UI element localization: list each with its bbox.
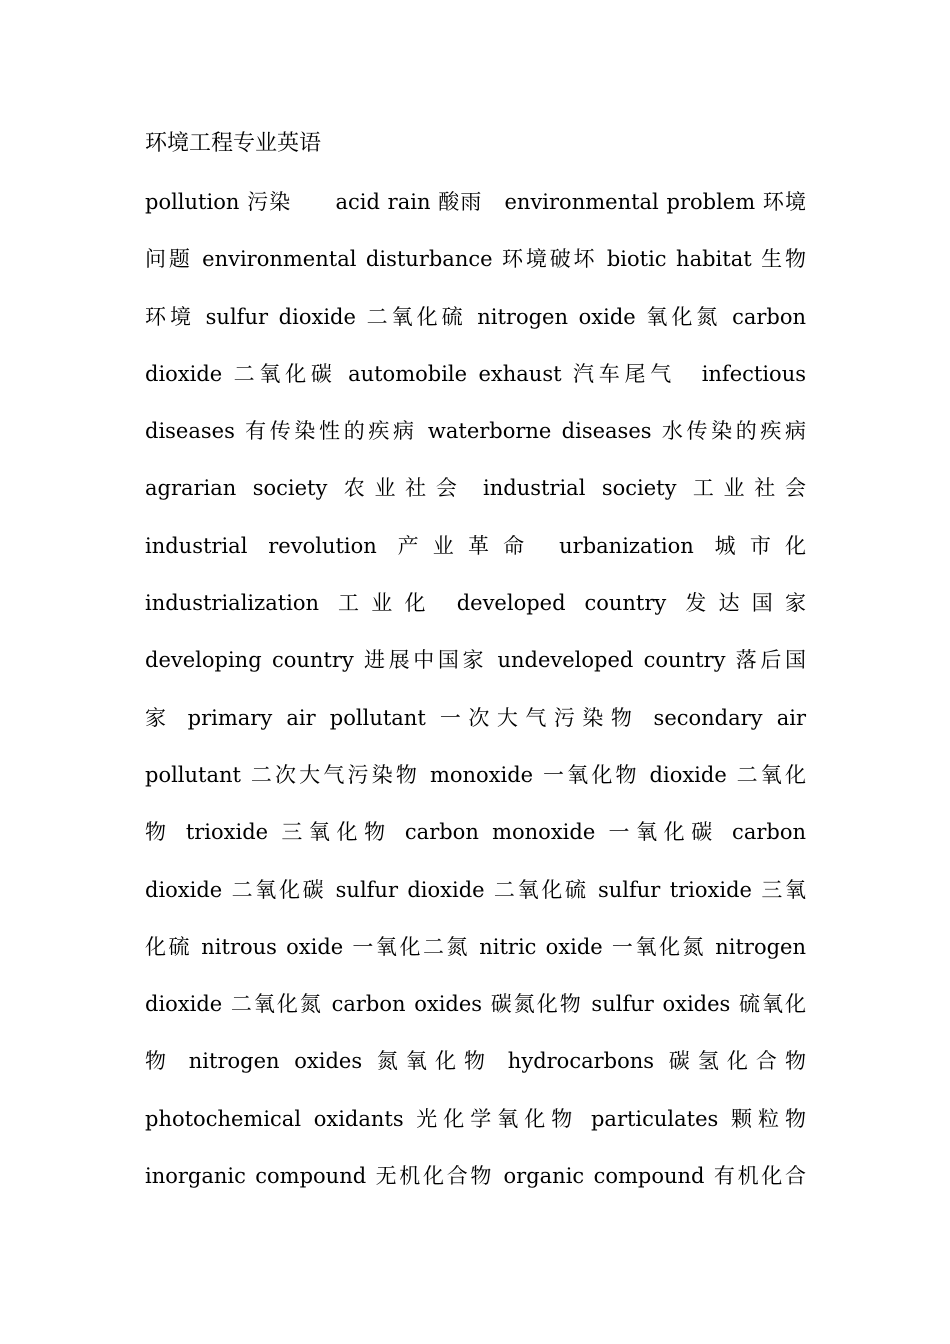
text-line: dioxide 二氧化氮 carbon oxides 碳氮化物 sulfur oxides 硫氧化 [145,992,806,1017]
text-line: 家 primary air pollutant 一次大气污染物 secondary air [145,705,806,730]
document-body [145,174,806,1205]
text-line: agrarian society 农业社会 industrial society 工业社会 [145,476,806,501]
text-line: pollution 污染 acid rain 酸雨 environmental problem 环境 [145,190,806,214]
text-line: dioxide 二氧化碳 automobile exhaust 汽车尾气 infectious [145,361,806,386]
text-line: 环境 sulfur dioxide 二氧化硫 nitrogen oxide 氧化氮 carbon [145,304,806,329]
text-line: 化硫 nitrous oxide 一氧化二氮 nitric oxide 一氧化氮 nitrogen [145,934,806,959]
text-line: 问题 environmental disturbance 环境破坏 biotic habitat 生物 [145,247,806,272]
text-line: dioxide 二氧化碳 sulfur dioxide 二氧化硫 sulfur trioxide 三氧 [145,877,806,902]
text-line: diseases 有传染性的疾病 waterborne diseases 水传染的疾病 [145,419,806,444]
text-line: 物 nitrogen oxides 氮氧化物 hydrocarbons 碳氢化合物 [145,1049,806,1074]
text-line: 物 trioxide 三氧化物 carbon monoxide 一氧化碳 carbon [145,820,806,845]
document-page [145,128,806,1217]
document-title: 环境工程专业英语 [145,131,322,156]
text-line: industrialization 工业化 developed country 发达国家 [145,591,806,616]
text-line: industrial revolution 产业革命 urbanization 城市化 [145,533,806,558]
text-line: photochemical oxidants 光化学氧化物 particulates 颗粒物 [145,1106,806,1131]
text-line: developing country 进展中国家 undeveloped country 落后国 [145,648,806,673]
text-line: pollutant 二次大气污染物 monoxide 一氧化物 dioxide 二氧化 [145,762,806,787]
text-line: inorganic compound 无机化合物 organic compound 有机化合 [145,1164,806,1189]
